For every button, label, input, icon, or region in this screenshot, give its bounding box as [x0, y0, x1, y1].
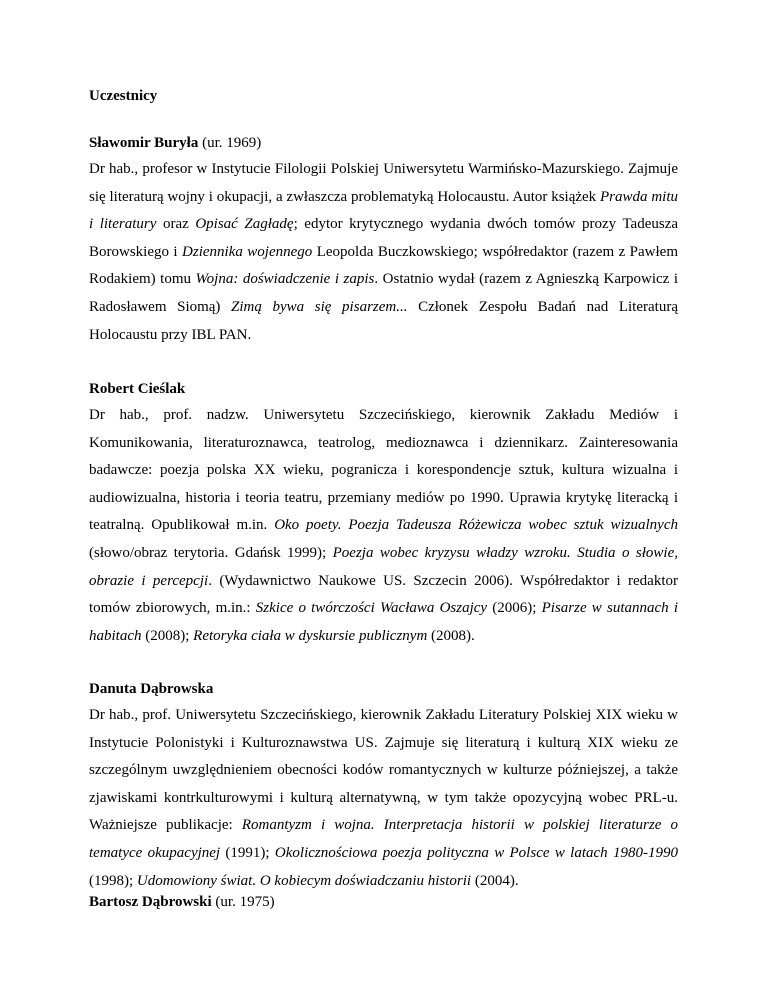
- participant-entry: [89, 893, 678, 911]
- bio-title-italic: Dziennika wojennego: [182, 243, 313, 260]
- bio-text: . Ostatnio wydał (razem z Agnieszką Karpowicz i Radosławem Siomą): [89, 271, 678, 315]
- bio-title-italic: Opisać Zagładę: [195, 216, 294, 233]
- bio-title-italic: Okolicznościowa poezja polityczna w Polsce w latach 1980-1990: [274, 844, 678, 861]
- bio-text: (2008).: [427, 627, 475, 644]
- participant-name: Bartosz Dąbrowski: [89, 894, 212, 910]
- bio-title-italic: Poezja wobec kryzysu władzy wzroku. Studia o słowie, obrazie i percepcji: [89, 544, 679, 589]
- bio-text: Leopolda Buczkowskiego; współredaktor (razem z Pawłem Rodakiem) tomu: [89, 243, 678, 288]
- participant-bio: [89, 156, 678, 349]
- bio-text: Dr hab., profesor w Instytucie Filologii Polskiej Uniwersytetu Warmińsko-Mazurskiego. Zajmuje się literaturą wojny i okupacji, a zwłaszcza problematyką Holocaustu. Autor książek: [89, 161, 678, 205]
- participant-heading: [89, 134, 678, 152]
- participant-heading: [89, 380, 678, 398]
- participant-heading: [89, 893, 678, 911]
- participant-name: Danuta Dąbrowska: [89, 681, 214, 697]
- bio-title-italic: Udomowiony świat. O kobiecym doświadczaniu historii: [136, 872, 472, 889]
- participant-bio: [89, 702, 678, 895]
- bio-text: (2008);: [141, 627, 194, 644]
- bio-text: Członek Zespołu Badań nad Literaturą Holocaustu przy IBL PAN.: [89, 298, 678, 343]
- bio-text: (2004).: [471, 872, 519, 889]
- bio-text: (2006);: [487, 600, 542, 617]
- bio-title-italic: Oko poety. Poezja Tadeusza Różewicza wobec sztuk wizualnych: [274, 517, 678, 534]
- section-title: Uczestnicy: [89, 88, 158, 104]
- participant-bio: [89, 402, 678, 650]
- bio-text: (1998);: [89, 872, 137, 889]
- participant-entry: [89, 680, 678, 895]
- bio-text: Dr hab., prof. Uniwersytetu Szczecińskiego, kierownik Zakładu Literatury Polskiej XIX wieku w Instytucie Polonistyki i Kulturoznawstwa US. Zajmuje się literaturą i kulturą XIX wieku ze szczególnym uwzględnieniem obecności kodów romantycznych w kulturze późniejszej, a także zjawiskami kontrkulturowymi i kulturą alternatywną, w tym także opozycyjną wobec PRL-u. Ważniejsze publikacje:: [89, 707, 678, 834]
- bio-title-italic: Szkice o twórczości Wacława Oszajcy: [255, 600, 488, 617]
- bio-title-italic: Zimą bywa się pisarzem...: [231, 298, 408, 315]
- bio-text: . (Wydawnictwo Naukowe US. Szczecin 2006). Współredaktor i redaktor tomów zbiorowych, m.in.:: [89, 572, 678, 617]
- participant-birth-year: (ur. 1975): [211, 894, 275, 910]
- participant-entry: [89, 380, 678, 650]
- participant-birth-year: (ur. 1969): [198, 135, 262, 151]
- participant-entry: [89, 134, 678, 349]
- participant-heading: [89, 680, 678, 698]
- bio-text: (1991);: [220, 844, 275, 861]
- participant-name: Sławomir Buryła: [89, 135, 199, 151]
- bio-title-italic: Prawda mitu i literatury: [89, 188, 678, 233]
- bio-text: oraz: [156, 216, 196, 233]
- bio-title-italic: Romantyzm i wojna. Interpretacja historii w polskiej literaturze o tematyce okupacyjnej: [89, 817, 679, 861]
- bio-title-italic: Wojna: doświadczenie i zapis: [195, 271, 375, 288]
- bio-title-italic: Retoryka ciała w dyskursie publicznym: [193, 627, 428, 644]
- bio-text: Dr hab., prof. nadzw. Uniwersytetu Szczecińskiego, kierownik Zakładu Mediów i Komunikowania, literaturoznawca, teatrolog, medioznawca i dziennikarz. Zainteresowania badawcze: poezja polska XX wieku, pogranicza i korespondencje sztuk, kultura wizualna i audiowizualna, historia i teoria teatru, przemiany mediów po 1990. Uprawia krytykę literacką i teatralną. Opublikował m.in.: [89, 407, 678, 534]
- bio-text: (słowo/obraz terytoria. Gdańsk 1999);: [89, 544, 333, 561]
- bio-title-italic: Pisarze w sutannach i habitach: [89, 600, 678, 644]
- bio-text: ; edytor krytycznego wydania dwóch tomów prozy Tadeusza Borowskiego i: [89, 216, 679, 260]
- participant-name: Robert Cieślak: [89, 381, 186, 397]
